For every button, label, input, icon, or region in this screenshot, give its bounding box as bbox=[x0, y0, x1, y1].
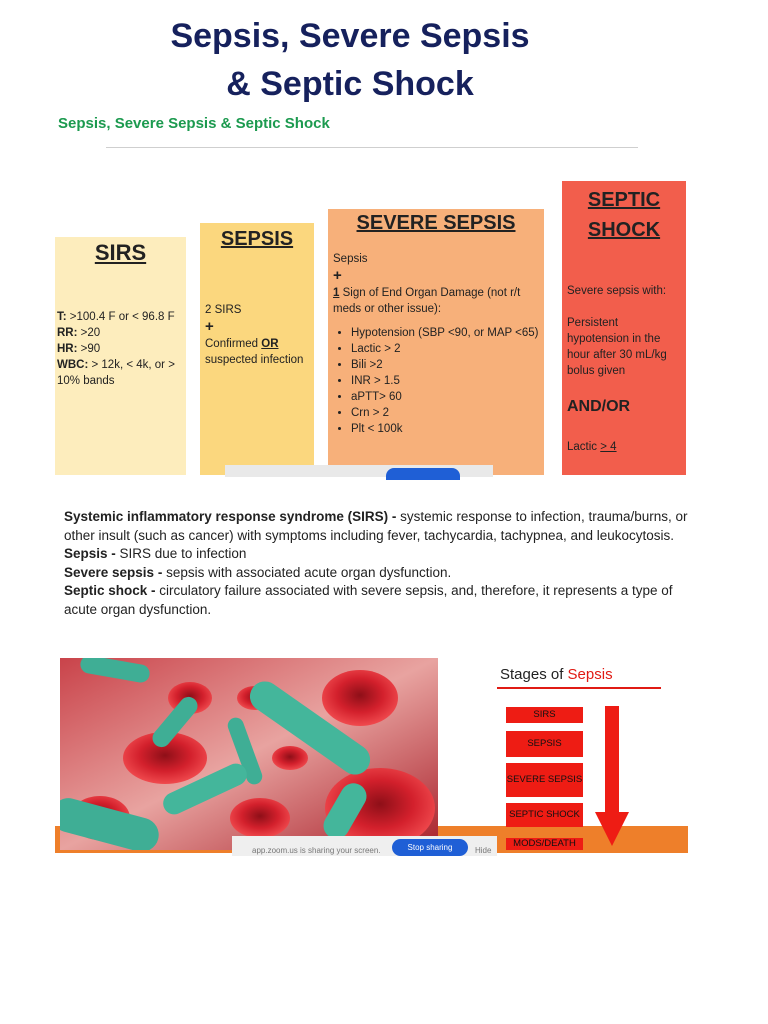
definition-septic-shock bbox=[64, 582, 694, 619]
sepsis-criteria bbox=[205, 302, 309, 368]
lactic-line bbox=[567, 439, 681, 455]
severe-sepsis-criteria bbox=[333, 251, 539, 437]
definition-term: Severe sepsis - bbox=[64, 564, 163, 580]
stage-mods-death: MODS/DEATH bbox=[506, 838, 583, 850]
organ-damage-line bbox=[333, 285, 539, 317]
sirs-criterion bbox=[57, 309, 184, 325]
text: Sign of End Organ Damage (not r/t meds or other issue): bbox=[333, 287, 521, 315]
list-item: • aPTT> 60 bbox=[351, 389, 539, 405]
severe-sepsis-column bbox=[328, 209, 544, 475]
stages-divider bbox=[497, 687, 661, 689]
list-item: • Lactic > 2 bbox=[351, 341, 539, 357]
bacteria-blood-illustration bbox=[60, 658, 438, 850]
zoom-share-bar bbox=[232, 836, 497, 856]
sirs-column bbox=[55, 237, 186, 475]
criterion-value: > 12k, < 4k, or > 10% bands bbox=[57, 359, 175, 387]
criterion-value: >20 bbox=[77, 327, 101, 339]
sign-count: 1 bbox=[333, 287, 340, 299]
text: Lactic bbox=[567, 441, 601, 453]
stages-title bbox=[500, 666, 613, 683]
definition-text: sepsis with associated acute organ dysfunction. bbox=[162, 564, 452, 580]
list-item: • Plt < 100k bbox=[351, 421, 539, 437]
definition-text: systemic response to infection, trauma/burns, or other insult (such as cancer) with symptoms including fever, tachycardia, tachypnea, and leukocytosis. bbox=[64, 509, 688, 543]
shock-line-2: Persistent hypotension in the hour after 30 mL/kg bolus given bbox=[567, 317, 667, 377]
list-item: • INR > 1.5 bbox=[351, 373, 539, 389]
sirs-heading: SIRS bbox=[94, 240, 147, 265]
text: Stages of bbox=[500, 666, 568, 683]
definitions bbox=[64, 508, 694, 619]
plus-sign: + bbox=[205, 318, 214, 335]
stage-septic-shock: SEPTIC SHOCK bbox=[506, 803, 583, 827]
criterion-label: RR: bbox=[57, 327, 78, 339]
sirs-criterion bbox=[57, 341, 184, 357]
stop-sharing-pill-top[interactable] bbox=[386, 468, 460, 480]
criterion-label: WBC: bbox=[57, 359, 89, 371]
down-arrow-icon bbox=[595, 706, 629, 848]
plus-sign: + bbox=[333, 267, 342, 284]
septic-shock-heading bbox=[567, 185, 681, 245]
definition-sepsis bbox=[64, 545, 694, 564]
criterion-value: >90 bbox=[77, 343, 101, 355]
shock-line-1: Severe sepsis with: bbox=[567, 285, 667, 297]
definition-term: Systemic inflammatory response syndrome (SIRS) - bbox=[64, 509, 397, 524]
sepsis-heading: SEPSIS bbox=[220, 228, 294, 250]
slide-subtitle: Sepsis, Severe Sepsis & Septic Shock bbox=[58, 115, 330, 132]
definition-severe-sepsis bbox=[64, 564, 694, 583]
definition-text: circulatory failure associated with severe sepsis, and, therefore, it represents a type of acute organ dysfunction. bbox=[64, 583, 673, 617]
sepsis-line-1: 2 SIRS bbox=[205, 304, 242, 316]
page-title-line-1: Sepsis, Severe Sepsis bbox=[170, 17, 530, 55]
septic-shock-criteria bbox=[567, 283, 681, 455]
sirs-criteria bbox=[57, 309, 184, 389]
list-item: • Crn > 2 bbox=[351, 405, 539, 421]
septic-shock-column bbox=[562, 181, 686, 475]
heading-line: SEPTIC bbox=[587, 189, 661, 211]
definition-text: SIRS due to infection bbox=[115, 546, 247, 561]
stage-sepsis: SEPSIS bbox=[506, 731, 583, 757]
sharing-status-text: app.zoom.us is sharing your screen. bbox=[252, 846, 381, 855]
criterion-label: HR: bbox=[57, 343, 78, 355]
list-item: • Bili >2 bbox=[351, 357, 539, 373]
sepsis-column bbox=[200, 223, 314, 475]
list-item: • Hypotension (SBP <90, or MAP <65) bbox=[351, 325, 539, 341]
definition-term: Sepsis - bbox=[64, 546, 116, 561]
heading-line: SHOCK bbox=[587, 219, 661, 241]
sirs-criterion bbox=[57, 357, 184, 389]
or-keyword: OR bbox=[261, 338, 279, 350]
page-title-line-2: & Septic Shock bbox=[226, 65, 474, 103]
subtitle-divider bbox=[106, 147, 638, 148]
text: suspected infection bbox=[205, 354, 304, 366]
stage-sirs: SIRS bbox=[506, 707, 583, 723]
and-or-label: AND/OR bbox=[567, 398, 631, 415]
definition-term: Septic shock - bbox=[64, 583, 156, 598]
text: Confirmed bbox=[205, 338, 262, 350]
severe-sepsis-heading: SEVERE SEPSIS bbox=[356, 212, 516, 234]
hide-button[interactable]: Hide bbox=[475, 846, 492, 855]
definition-sirs bbox=[64, 508, 694, 545]
severe-line-1: Sepsis bbox=[333, 253, 368, 265]
criterion-value: >100.4 F or < 96.8 F bbox=[66, 311, 175, 323]
stage-severe-sepsis: SEVERE SEPSIS bbox=[506, 763, 583, 797]
sepsis-line-2 bbox=[205, 336, 309, 368]
criterion-label: T: bbox=[57, 311, 67, 323]
stop-sharing-button[interactable]: Stop sharing bbox=[392, 839, 468, 856]
bacteria-icon bbox=[60, 658, 438, 850]
lactic-threshold: > 4 bbox=[600, 441, 617, 453]
sirs-criterion bbox=[57, 325, 184, 341]
organ-damage-list bbox=[333, 325, 539, 437]
page-title bbox=[150, 12, 550, 108]
text: Sepsis bbox=[567, 666, 613, 683]
